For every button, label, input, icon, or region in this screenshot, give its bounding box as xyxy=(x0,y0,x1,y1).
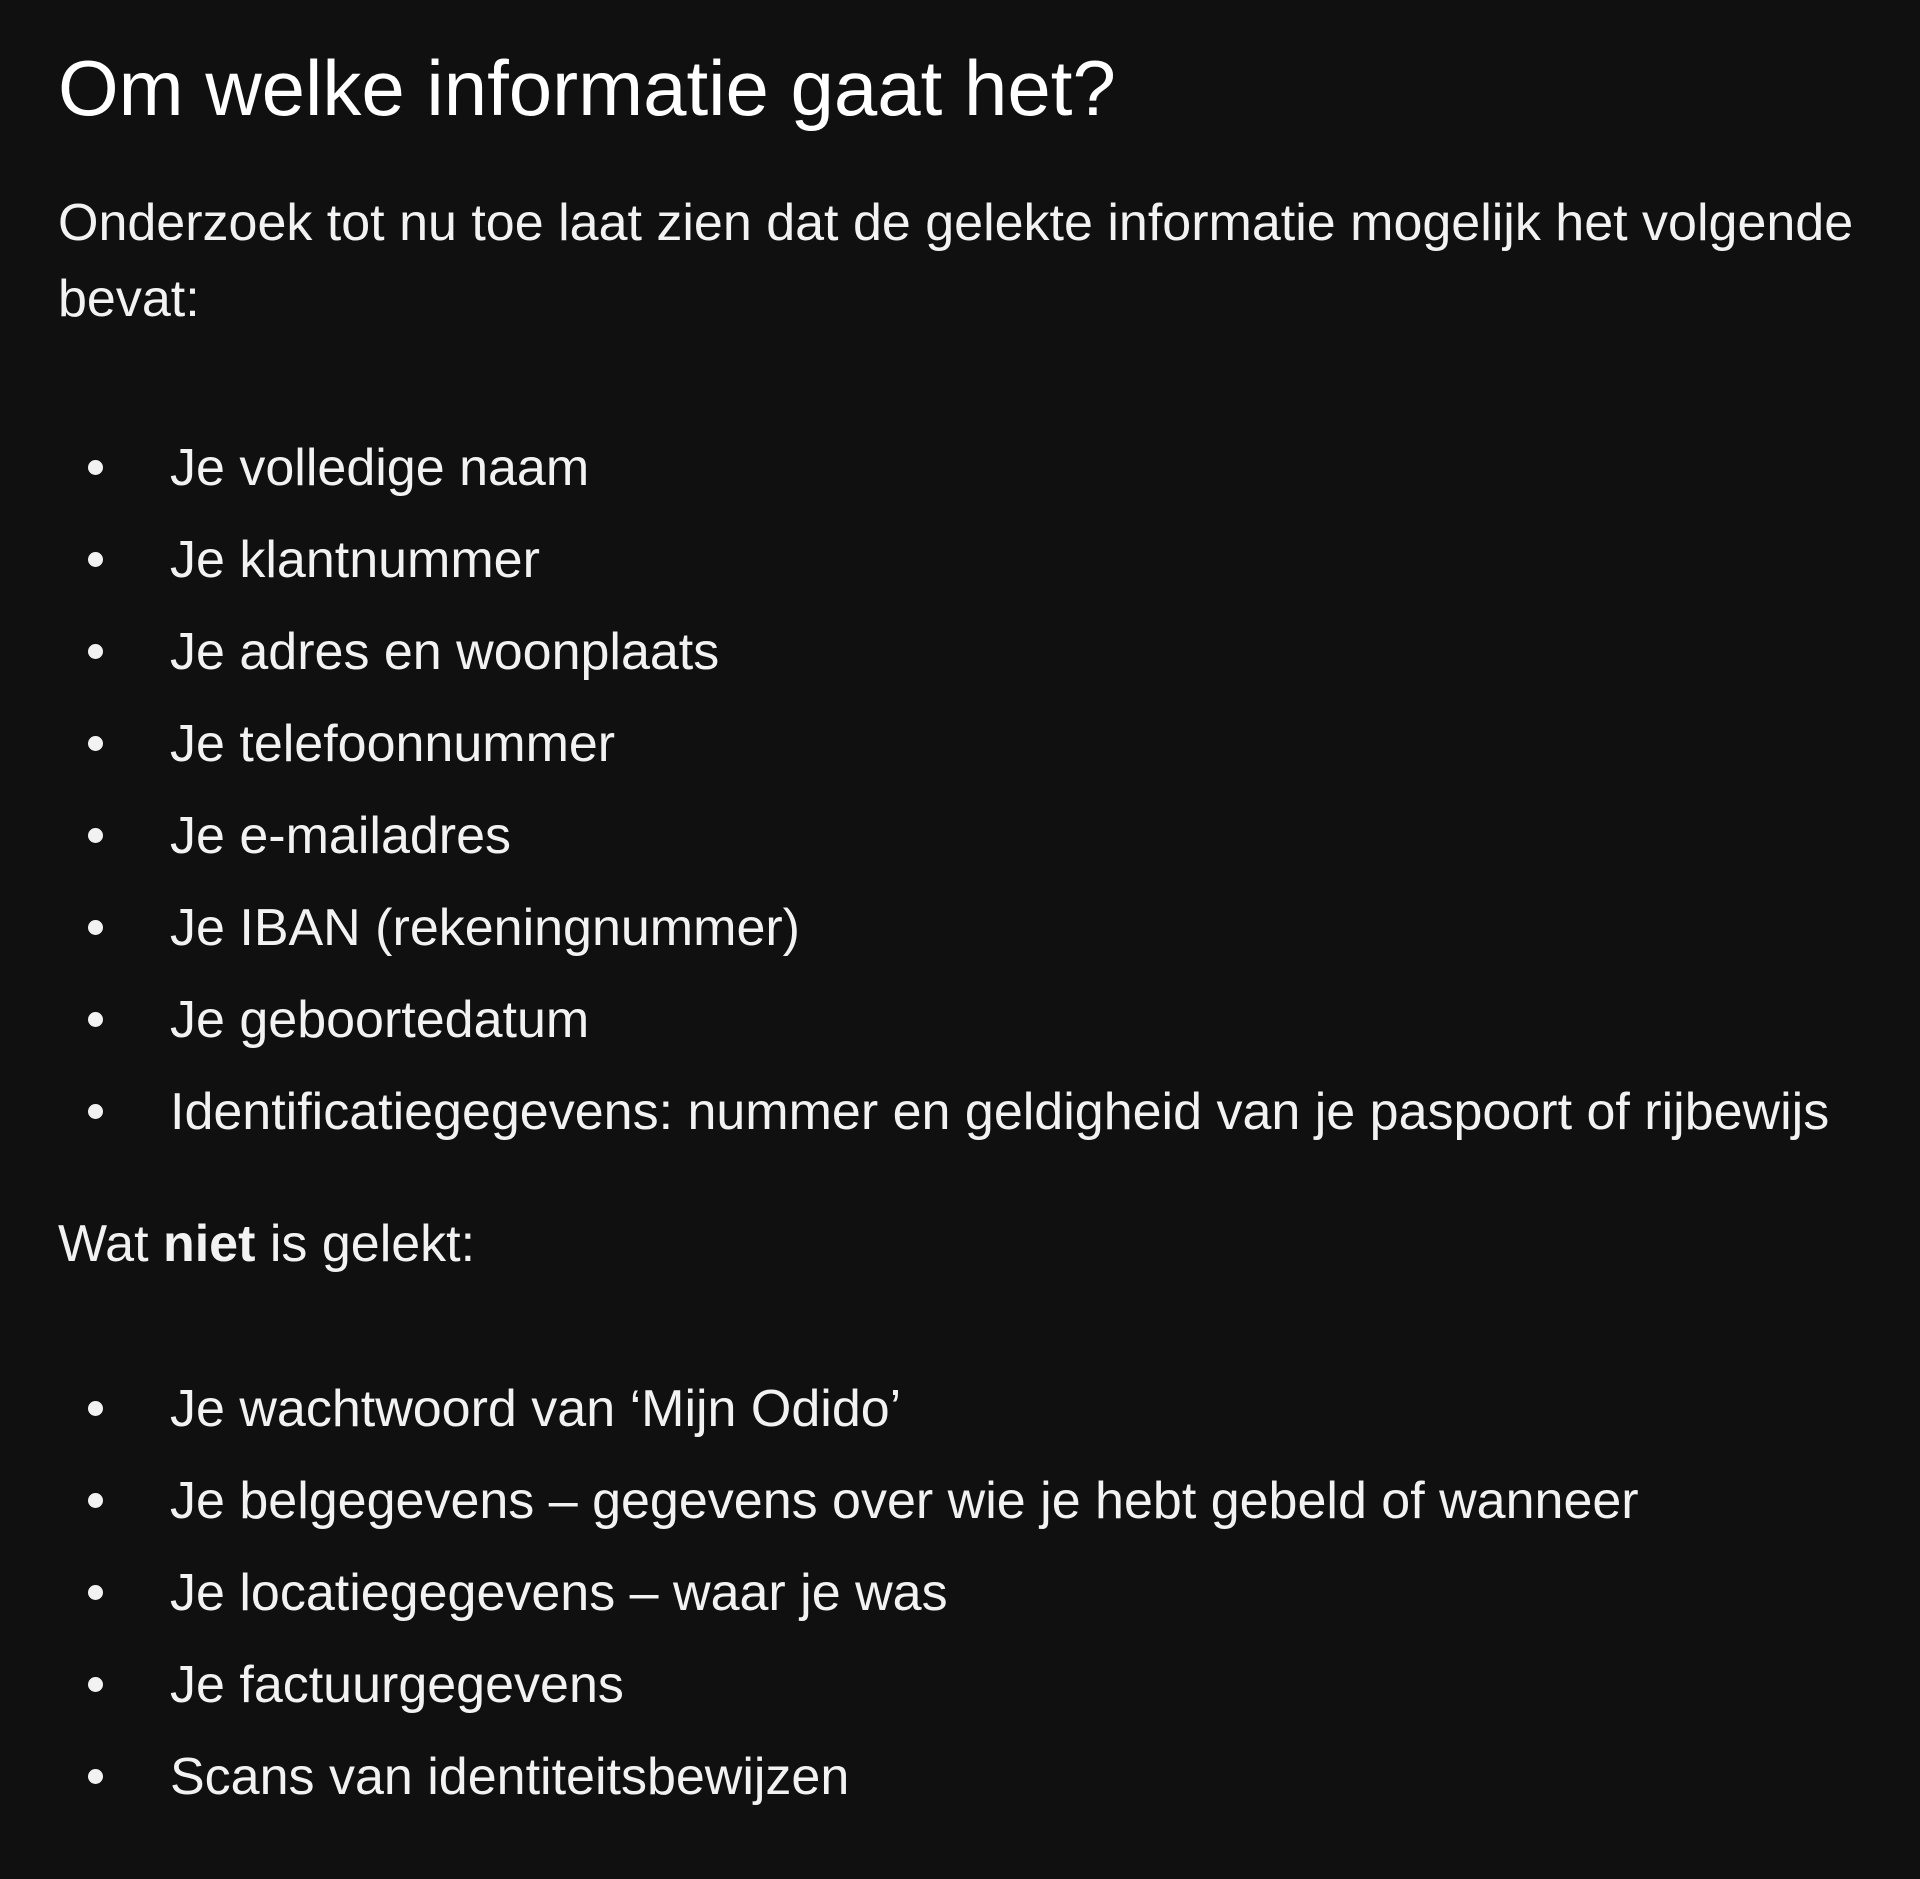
bullet-icon xyxy=(88,1585,103,1600)
list-item-text: Je telefoonnummer xyxy=(170,715,616,773)
list-item-text: Scans van identiteitsbewijzen xyxy=(170,1748,850,1806)
intro-line-2: bevat: xyxy=(58,270,200,328)
article xyxy=(0,43,1920,1808)
list-item xyxy=(58,621,1920,683)
not-leaked-info-list xyxy=(58,1378,1920,1808)
list-item-text: Je volledige naam xyxy=(170,439,590,497)
bullet-icon xyxy=(88,1012,103,1027)
list-item xyxy=(58,989,1920,1051)
list-item xyxy=(58,897,1920,959)
list-item xyxy=(58,529,1920,591)
page-title: Om welke informatie gaat het? xyxy=(58,44,1116,132)
list-item xyxy=(58,437,1920,499)
list-item-text: Je belgegevens – gegevens over wie je hebt gebeld of wanneer xyxy=(170,1472,1639,1530)
not-leaked-heading-bold: niet xyxy=(162,1215,256,1273)
bullet-icon xyxy=(88,1677,103,1692)
list-item-text: Identificatiegegevens: nummer en geldigheid van je paspoort of rijbewijs xyxy=(170,1083,1830,1141)
bullet-icon xyxy=(88,1769,103,1784)
bullet-icon xyxy=(88,920,103,935)
bullet-icon xyxy=(88,736,103,751)
intro-paragraph xyxy=(58,185,1920,337)
list-item xyxy=(58,1470,1920,1532)
not-leaked-heading-prefix: Wat xyxy=(58,1215,163,1273)
list-item-text: Je wachtwoord van ‘Mijn Odido’ xyxy=(170,1380,902,1438)
list-item xyxy=(58,805,1920,867)
list-item xyxy=(58,713,1920,775)
bullet-icon xyxy=(88,1401,103,1416)
leaked-info-list xyxy=(58,437,1920,1143)
list-item-text: Je IBAN (rekeningnummer) xyxy=(170,899,800,957)
list-item xyxy=(58,1081,1920,1143)
list-item-text: Je geboortedatum xyxy=(170,991,590,1049)
bullet-icon xyxy=(88,552,103,567)
not-leaked-heading xyxy=(58,1206,1920,1282)
bullet-icon xyxy=(88,460,103,475)
list-item xyxy=(58,1378,1920,1440)
list-item-text: Je adres en woonplaats xyxy=(170,623,720,681)
list-item-text: Je locatiegegevens – waar je was xyxy=(170,1564,948,1622)
bullet-icon xyxy=(88,828,103,843)
list-item-text: Je e-mailadres xyxy=(170,807,512,865)
bullet-icon xyxy=(88,1493,103,1508)
list-item-text: Je klantnummer xyxy=(170,531,540,589)
intro-line-1: Onderzoek tot nu toe laat zien dat de gelekte informatie mogelijk het volgende xyxy=(58,194,1854,252)
list-item-text: Je factuurgegevens xyxy=(170,1656,624,1714)
list-item xyxy=(58,1746,1920,1808)
list-item xyxy=(58,1562,1920,1624)
bullet-icon xyxy=(88,644,103,659)
list-item xyxy=(58,1654,1920,1716)
not-leaked-heading-suffix: is gelekt: xyxy=(255,1215,476,1273)
bullet-icon xyxy=(88,1104,103,1119)
